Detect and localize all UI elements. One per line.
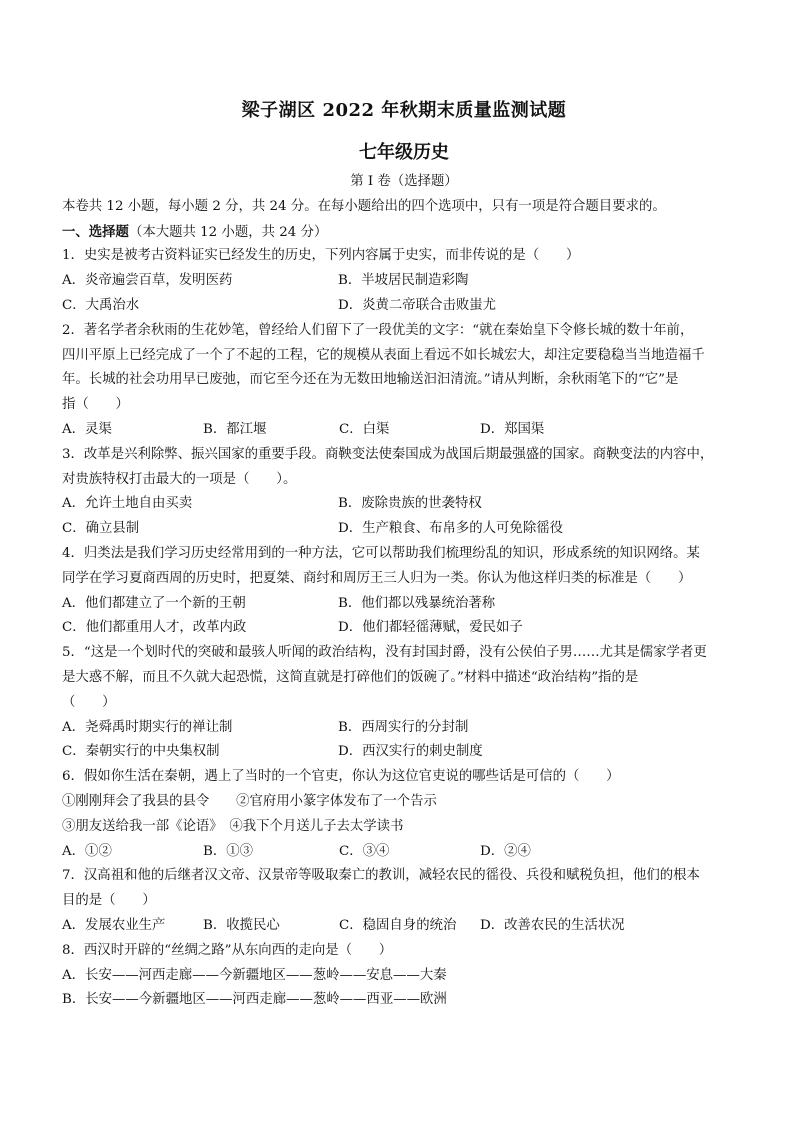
option-b: B．半坡居民制造彩陶 (338, 273, 469, 289)
options-row (62, 914, 746, 939)
exam-page (62, 96, 746, 1013)
question-stem: 目的是（ ） (62, 893, 156, 909)
option-b: B．都江堰 (203, 421, 267, 437)
exam-subject: 七年级历史 (359, 142, 449, 163)
question-stem: 3．改革是兴利除弊、振兴国家的重要手段。商鞅变法使秦国成为战国后期最强盛的国家。商鞅变法的内容中， (62, 446, 714, 462)
option-d: D．②④ (480, 843, 531, 859)
option-a: A．允许土地自由买卖 (62, 496, 193, 512)
option-d: D．郑国渠 (480, 421, 545, 437)
option-b: B．他们都以残暴统治著称 (338, 595, 496, 611)
instructions: 本卷共 12 小题，每小题 2 分，共 24 分。在每小题给出的四个选项中，只有一项是符合题目要求的。 (62, 198, 666, 214)
statement-row: ③朋友送给我一部《论语》 ④我下个月送儿子去太学读书 (62, 818, 404, 834)
option-a: A．长安——河西走廊——今新疆地区——葱岭——安息——大秦 (62, 967, 447, 983)
option-d: D．生产粮食、布帛多的人可免除徭役 (338, 521, 563, 537)
question-stem: 1．史实是被考古资料证实已经发生的历史，下列内容属于史实，而非传说的是（ ） (62, 248, 580, 264)
question-stem: 四川平原上已经完成了一个了不起的工程，它的规模从表面上看远不如长城宏大，却注定要稳稳当当地造福千 (62, 347, 705, 363)
statement-row: ①刚刚拜会了我县的县令 ②官府用小篆字体发布了一个告示 (62, 793, 437, 809)
option-b: B．①③ (203, 843, 254, 859)
section-note: （本大题共 12 小题，共 24 分） (128, 224, 328, 240)
question-stem: 4．归类法是我们学习历史经常用到的一种方法，它可以帮助我们梳理纷乱的知识，形成系统的知识网络。某 (62, 545, 700, 561)
options-row (62, 492, 746, 517)
option-c: C．稳固自身的统治 (339, 917, 457, 933)
question-stem: 同学在学习夏商西周的历史时，把夏桀、商纣和周厉王三人归为一类。你认为他这样归类的标准是（ ） (62, 570, 692, 586)
option-c: C．他们都重用人才，改革内政 (62, 620, 247, 636)
options-row (62, 418, 746, 443)
question-stem: （ ） (62, 694, 116, 710)
option-a: A．灵渠 (62, 421, 112, 437)
question-stem: 8．西汉时开辟的“丝绸之路”从东向西的走向是（ ） (62, 942, 393, 958)
options-row (62, 840, 746, 865)
option-d: D．改善农民的生活状况 (480, 917, 625, 933)
question-stem: 指（ ） (62, 397, 129, 413)
options-row (62, 269, 746, 294)
options-row (62, 294, 746, 319)
options-row (62, 517, 746, 542)
question-stem: 7．汉高祖和他的后继者汉文帝、汉景帝等吸取秦亡的教训，减轻农民的徭役、兵役和赋税负担，他们的根本 (62, 868, 700, 884)
option-d: D．西汉实行的刺史制度 (338, 744, 483, 760)
option-b: B．西周实行的分封制 (338, 719, 469, 735)
question-stem: 5．“这是一个划时代的突破和最骇人听闻的政治结构，没有封国封爵，没有公侯伯子男……尤其是儒家学者更 (62, 645, 707, 661)
option-b: B．收揽民心 (203, 917, 280, 933)
option-a: A．炎帝遍尝百草，发明医药 (62, 273, 233, 289)
question-stem: 对贵族特权打击最大的一项是（ ）。 (62, 471, 297, 487)
question-stem: 6．假如你生活在秦朝，遇上了当时的一个官吏，你认为这位官吏说的哪些话是可信的（ ） (62, 769, 620, 785)
options-row (62, 592, 746, 617)
section-label: 一、选择题 (62, 223, 129, 240)
option-a: A．他们都建立了一个新的王朝 (62, 595, 246, 611)
option-c: C．秦朝实行的中央集权制 (62, 744, 220, 760)
section-heading (62, 220, 746, 245)
option-c: C．③④ (339, 843, 390, 859)
option-a: A．尧舜禹时期实行的禅让制 (62, 719, 233, 735)
question-stem: 2．著名学者余秋雨的生花妙笔，曾经给人们留下了一段优美的文字：“就在秦始皇下令修长城的数十年前， (62, 322, 694, 338)
option-c: C．大禹治水 (62, 297, 140, 313)
option-b: B．废除贵族的世袭特权 (338, 496, 482, 512)
options-row (62, 616, 746, 641)
options-row (62, 740, 746, 765)
option-d: D．他们都轻徭薄赋，爱民如子 (338, 620, 523, 636)
option-b: B．长安——今新疆地区——河西走廊——葱岭——西亚——欧洲 (62, 992, 447, 1008)
options-row (62, 716, 746, 741)
option-a: A．发展农业生产 (62, 917, 166, 933)
exam-title: 梁子湖区 2022 年秋期末质量监测试题 (241, 100, 567, 121)
option-a: A．①② (62, 843, 112, 859)
question-stem: 年。长城的社会功用早已废弛，而它至今还在为无数田地输送汩汩清流。”请从判断，余秋雨笔下的“它”是 (62, 372, 679, 388)
option-c: C．白渠 (339, 421, 390, 437)
option-d: D．炎黄二帝联合击败蚩尤 (338, 297, 497, 313)
option-c: C．确立县制 (62, 521, 140, 537)
part-heading: 第 I 卷（选择题） (350, 174, 458, 189)
question-stem: 是大惑不解，而且不久就大起恐慌，这简直就是打碎他们的饭碗了。”材料中描述“政治结构”指的是 (62, 669, 639, 685)
